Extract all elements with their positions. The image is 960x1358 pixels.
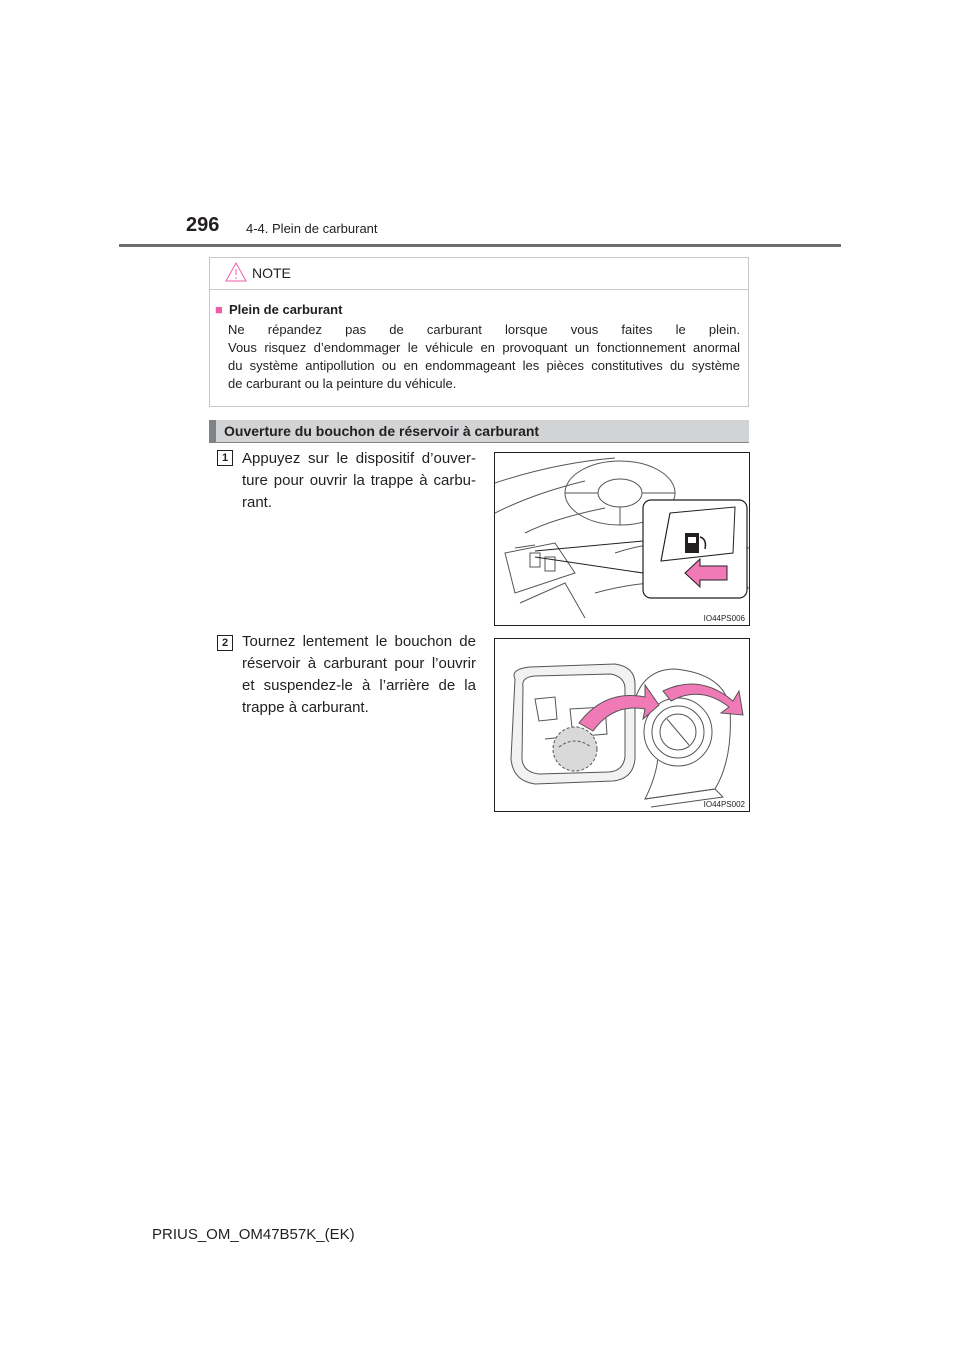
step-2-line: et suspendez-le à l’arrière de la: [242, 677, 476, 694]
note-line: Ne répandez pas de carburant lorsque vous faites le plein.: [228, 322, 740, 337]
note-line: du système antipollution ou en endommageant les pièces constitutives du système: [228, 358, 740, 373]
note-label: NOTE: [252, 265, 291, 281]
section-heading-bar: [209, 420, 749, 442]
figure-fuel-door-opener: [494, 452, 750, 626]
page-number: 296: [186, 214, 220, 236]
step-number-1: 1: [217, 450, 233, 466]
step-1-line: ture pour ouvrir la trappe à carbu-: [242, 472, 476, 489]
footer-document-code: PRIUS_OM_OM47B57K_(EK): [152, 1226, 355, 1243]
step-1-line: Appuyez sur le dispositif d’ouver-: [242, 450, 476, 467]
step-2-line: Tournez lentement le bouchon de: [242, 633, 476, 650]
note-line: Vous risquez d’endommager le véhicule en provoquant un fonctionnement anormal: [228, 340, 740, 355]
heading-accent: [209, 420, 216, 442]
section-heading: Ouverture du bouchon de réservoir à carburant: [224, 423, 540, 439]
figure-code: IO44PS006: [703, 614, 745, 623]
note-heading: Plein de carburant: [229, 302, 343, 317]
note-bullet: ■: [215, 302, 223, 317]
figure-fuel-cap: [494, 638, 750, 812]
step-2-line: réservoir à carburant pour l’ouvrir: [242, 655, 476, 672]
warning-icon: [225, 262, 247, 282]
header-rule: [119, 244, 841, 247]
step-1-line: rant.: [242, 494, 273, 511]
section-title: 4-4. Plein de carburant: [246, 221, 378, 236]
note-box: [209, 257, 749, 407]
figure-code: IO44PS002: [703, 800, 745, 809]
heading-underline: [209, 442, 749, 443]
fuel-cap-illustration: [495, 639, 749, 811]
note-line: de carburant ou la peinture du véhicule.: [228, 376, 457, 391]
dashboard-illustration: [495, 453, 749, 625]
note-header: [210, 258, 748, 290]
hanging-cap-icon: [553, 727, 597, 771]
step-number-2: 2: [217, 635, 233, 651]
step-2-line: trappe à carburant.: [242, 699, 369, 716]
